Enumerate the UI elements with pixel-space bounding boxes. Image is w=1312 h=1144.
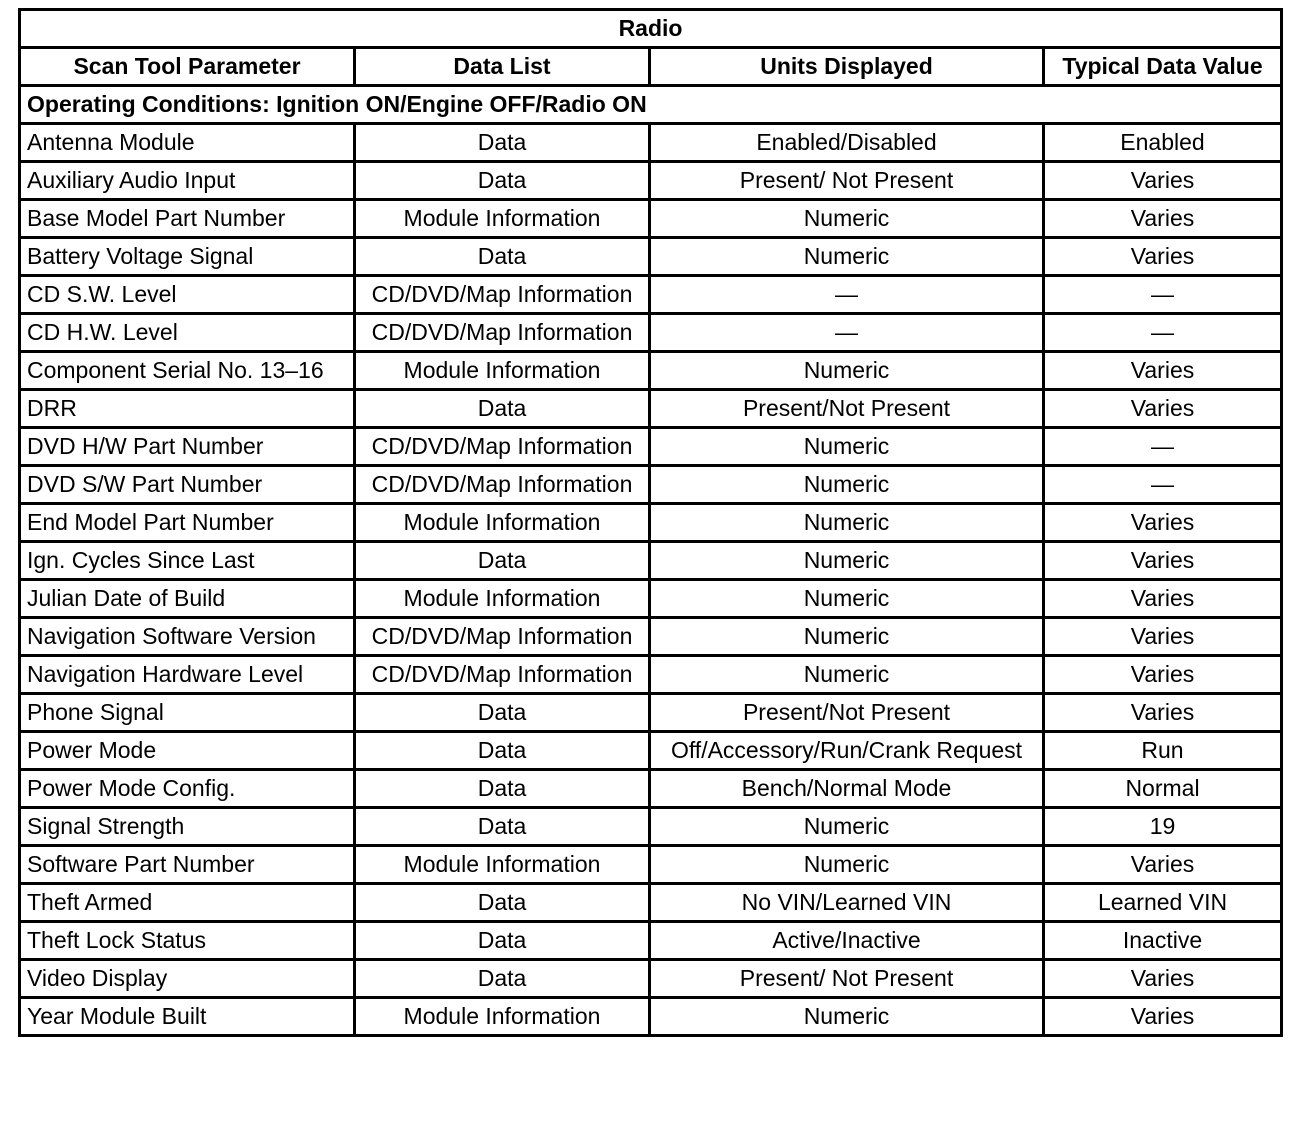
cell-data-list: Data (355, 884, 650, 922)
table-row (20, 162, 1282, 200)
cell-parameter: Theft Lock Status (20, 922, 355, 960)
cell-typical-value: — (1044, 466, 1282, 504)
table-row (20, 542, 1282, 580)
cell-units: Numeric (650, 618, 1044, 656)
table-row (20, 922, 1282, 960)
operating-conditions: Operating Conditions: Ignition ON/Engine OFF/Radio ON (20, 86, 1282, 124)
cell-data-list: Data (355, 124, 650, 162)
cell-parameter: Battery Voltage Signal (20, 238, 355, 276)
table-row (20, 618, 1282, 656)
cell-parameter: DVD S/W Part Number (20, 466, 355, 504)
cell-parameter: Navigation Hardware Level (20, 656, 355, 694)
table-row (20, 998, 1282, 1036)
table-row (20, 770, 1282, 808)
cell-parameter: Component Serial No. 13–16 (20, 352, 355, 390)
cell-data-list: Module Information (355, 352, 650, 390)
cell-units: Present/ Not Present (650, 960, 1044, 998)
cell-units: Numeric (650, 428, 1044, 466)
cell-data-list: Module Information (355, 504, 650, 542)
cell-parameter: End Model Part Number (20, 504, 355, 542)
header-typical-data-value: Typical Data Value (1044, 48, 1282, 86)
cell-parameter: Navigation Software Version (20, 618, 355, 656)
table-row (20, 466, 1282, 504)
cell-parameter: Theft Armed (20, 884, 355, 922)
cell-typical-value: Enabled (1044, 124, 1282, 162)
cell-parameter: Power Mode Config. (20, 770, 355, 808)
cell-data-list: Module Information (355, 998, 650, 1036)
cell-typical-value: — (1044, 314, 1282, 352)
cell-units: Off/Accessory/Run/Crank Request (650, 732, 1044, 770)
cell-units: Present/ Not Present (650, 162, 1044, 200)
cell-units: Numeric (650, 238, 1044, 276)
cell-units: Numeric (650, 466, 1044, 504)
header-scan-tool-parameter: Scan Tool Parameter (20, 48, 355, 86)
table-row (20, 200, 1282, 238)
cell-data-list: CD/DVD/Map Information (355, 656, 650, 694)
table-row (20, 352, 1282, 390)
cell-units: Numeric (650, 352, 1044, 390)
cell-parameter: Power Mode (20, 732, 355, 770)
cell-typical-value: Varies (1044, 580, 1282, 618)
table-row (20, 694, 1282, 732)
table-row (20, 960, 1282, 998)
cell-typical-value: — (1044, 276, 1282, 314)
cell-typical-value: Learned VIN (1044, 884, 1282, 922)
cell-data-list: Data (355, 808, 650, 846)
cell-units: Numeric (650, 580, 1044, 618)
cell-typical-value: Normal (1044, 770, 1282, 808)
cell-typical-value: Varies (1044, 390, 1282, 428)
cell-data-list: Data (355, 960, 650, 998)
cell-units: — (650, 314, 1044, 352)
header-data-list: Data List (355, 48, 650, 86)
cell-data-list: CD/DVD/Map Information (355, 314, 650, 352)
cell-data-list: CD/DVD/Map Information (355, 618, 650, 656)
cell-data-list: Module Information (355, 846, 650, 884)
cell-typical-value: Varies (1044, 998, 1282, 1036)
operating-conditions-row (20, 86, 1282, 124)
header-units-displayed: Units Displayed (650, 48, 1044, 86)
cell-data-list: Data (355, 162, 650, 200)
cell-data-list: Data (355, 732, 650, 770)
cell-typical-value: Run (1044, 732, 1282, 770)
cell-parameter: DVD H/W Part Number (20, 428, 355, 466)
cell-parameter: Antenna Module (20, 124, 355, 162)
cell-units: Numeric (650, 504, 1044, 542)
cell-typical-value: Varies (1044, 162, 1282, 200)
cell-units: Enabled/Disabled (650, 124, 1044, 162)
cell-typical-value: Varies (1044, 200, 1282, 238)
cell-data-list: CD/DVD/Map Information (355, 466, 650, 504)
cell-typical-value: Varies (1044, 656, 1282, 694)
cell-parameter: Signal Strength (20, 808, 355, 846)
cell-parameter: Base Model Part Number (20, 200, 355, 238)
cell-units: Numeric (650, 808, 1044, 846)
table-row (20, 884, 1282, 922)
cell-units: Numeric (650, 846, 1044, 884)
cell-parameter: DRR (20, 390, 355, 428)
cell-units: Numeric (650, 998, 1044, 1036)
cell-typical-value: Inactive (1044, 922, 1282, 960)
cell-units: Bench/Normal Mode (650, 770, 1044, 808)
cell-units: Numeric (650, 542, 1044, 580)
table-header-row (20, 48, 1282, 86)
cell-parameter: CD H.W. Level (20, 314, 355, 352)
cell-typical-value: Varies (1044, 694, 1282, 732)
table-row (20, 656, 1282, 694)
table-title: Radio (20, 10, 1282, 48)
cell-typical-value: Varies (1044, 618, 1282, 656)
cell-data-list: Data (355, 922, 650, 960)
cell-typical-value: Varies (1044, 542, 1282, 580)
cell-parameter: Year Module Built (20, 998, 355, 1036)
cell-units: Present/Not Present (650, 694, 1044, 732)
cell-parameter: Ign. Cycles Since Last (20, 542, 355, 580)
table-row (20, 846, 1282, 884)
cell-units: Numeric (650, 200, 1044, 238)
cell-typical-value: Varies (1044, 504, 1282, 542)
table-row (20, 238, 1282, 276)
cell-data-list: Module Information (355, 580, 650, 618)
table-row (20, 390, 1282, 428)
cell-parameter: Auxiliary Audio Input (20, 162, 355, 200)
cell-parameter: Software Part Number (20, 846, 355, 884)
cell-typical-value: Varies (1044, 352, 1282, 390)
cell-parameter: Video Display (20, 960, 355, 998)
table-title-row (20, 10, 1282, 48)
cell-data-list: Module Information (355, 200, 650, 238)
cell-typical-value: Varies (1044, 238, 1282, 276)
cell-units: — (650, 276, 1044, 314)
cell-data-list: Data (355, 770, 650, 808)
table-row (20, 314, 1282, 352)
cell-parameter: Phone Signal (20, 694, 355, 732)
cell-typical-value: Varies (1044, 960, 1282, 998)
cell-data-list: CD/DVD/Map Information (355, 276, 650, 314)
cell-typical-value: Varies (1044, 846, 1282, 884)
cell-data-list: Data (355, 238, 650, 276)
cell-units: Numeric (650, 656, 1044, 694)
table-row (20, 276, 1282, 314)
cell-typical-value: — (1044, 428, 1282, 466)
table-row (20, 428, 1282, 466)
cell-typical-value: 19 (1044, 808, 1282, 846)
table-body (20, 86, 1282, 1036)
table-row (20, 580, 1282, 618)
cell-parameter: CD S.W. Level (20, 276, 355, 314)
cell-data-list: Data (355, 390, 650, 428)
cell-data-list: Data (355, 694, 650, 732)
cell-data-list: Data (355, 542, 650, 580)
cell-data-list: CD/DVD/Map Information (355, 428, 650, 466)
table-row (20, 124, 1282, 162)
radio-data-table (18, 8, 1283, 1037)
cell-units: Active/Inactive (650, 922, 1044, 960)
table-row (20, 732, 1282, 770)
table-row (20, 808, 1282, 846)
cell-parameter: Julian Date of Build (20, 580, 355, 618)
cell-units: Present/Not Present (650, 390, 1044, 428)
cell-units: No VIN/Learned VIN (650, 884, 1044, 922)
table-row (20, 504, 1282, 542)
